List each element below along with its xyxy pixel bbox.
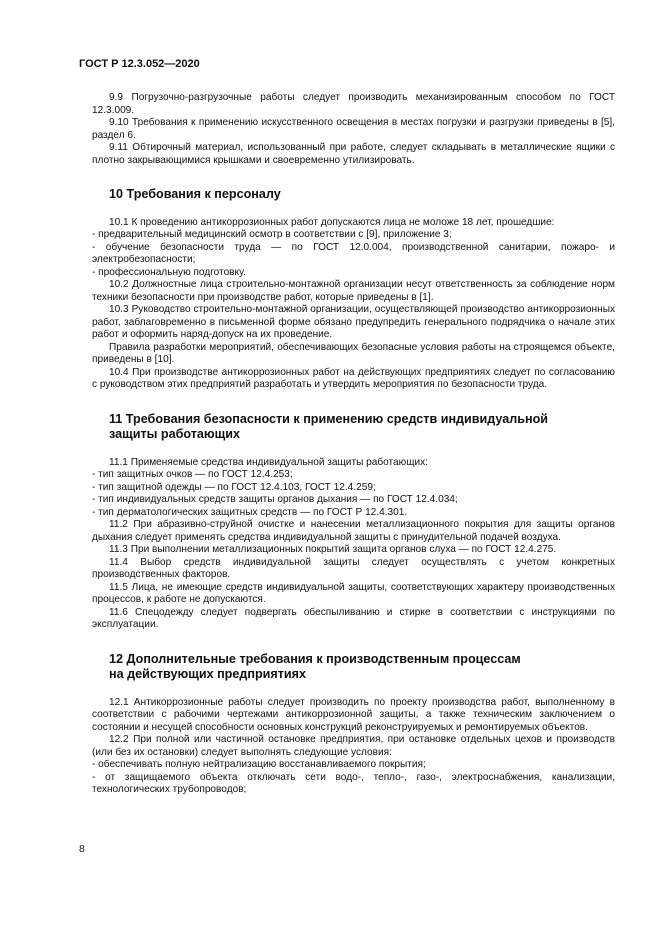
- list-item: - тип индивидуальных средств защиты органов дыхания — по ГОСТ 12.4.034;: [92, 494, 458, 505]
- list-item: - тип защитной одежды — по ГОСТ 12.4.103, ГОСТ 12.4.259;: [92, 481, 376, 493]
- paragraph-11-6: 11.6 Спецодежду следует подвергать обеспыливанию и стирке в соответствии с инструкциями по эксплуатации.: [92, 606, 615, 630]
- list-item: - обеспечивать полную нейтрализацию восстанавливаемого покрытия;: [92, 759, 426, 770]
- list-item: - обучение безопасности труда — по ГОСТ 12.0.004, производственной санитарии, пожаро- и электробезопасности;: [92, 241, 615, 265]
- paragraph-10-4: 10.4 При производстве антикоррозионных работ на действующих предприятиях следует по согласованию с руководством этих предприятий разработать и утвердить мероприятия по безопасности труда.: [92, 366, 615, 390]
- section-11-heading-line1: 11 Требования безопасности к применению средств индивидуальной: [109, 411, 549, 426]
- list-item: - от защищаемого объекта отключать сети водо-, тепло-, газо-, электроснабжения, канализации, технологических трубопроводов;: [92, 771, 615, 795]
- paragraph-10-3: 10.3 Руководство строительно-монтажной организации, осуществляющей производство антикоррозионных работ, заблаговременно в письменной форме обязано предупредить генерального подрядчика о начале этих работ и оформить наряд-допуск на их проведение.: [92, 304, 615, 340]
- paragraph-9-9: 9.9 Погрузочно-разгрузочные работы следует производить механизированным способом по ГОСТ 12.3.009.: [92, 92, 615, 116]
- paragraph-11-2: 11.2 При абразивно-струйной очистке и нанесении металлизационного покрытия для защиты органов дыхания следует применять средства индивидуальной защиты с принудительной подачей воздуха.: [92, 519, 615, 543]
- section-12-heading-line2: на действующих предприятиях: [109, 667, 307, 681]
- paragraph-12-1: 12.1 Антикоррозионные работы следует производить по проекту производства работ, выполненному в соответствии с рабочими чертежами антикоррозионной защиты, а также техническим заключением о состоянии и несущей способности основных конструкций реконструируемых и ремонтируемых объектов.: [92, 696, 615, 733]
- page-number: 8: [79, 843, 85, 855]
- list-item: - предварительный медицинский осмотр в соответствии с [9], приложение 3;: [92, 229, 452, 240]
- document-header: ГОСТ Р 12.3.052—2020: [79, 58, 200, 70]
- paragraph-11-4: 11.4 Выбор средств индивидуальной защиты следует осуществлять с учетом конкретных производственных факторов.: [92, 556, 615, 580]
- paragraph-9-11: 9.11 Обтирочный материал, использованный при работе, следует складывать в металлические ящики с плотно закрывающимися крышками и своевременно утилизировать.: [92, 142, 615, 166]
- list-item: - тип дерматологических защитных средств — по ГОСТ Р 12.4.301.: [92, 506, 408, 518]
- paragraph-11-1: 11.1 Применяемые средства индивидуальной защиты работающих:: [109, 456, 429, 468]
- paragraph-12-2: 12.2 При полной или частичной остановке предприятия, при остановке отдельных цехов и производств (или без их остановки) следует выполнять следующие условия:: [92, 734, 615, 758]
- paragraph-10-1: 10.1 К проведению антикоррозионных работ допускаются лица не моложе 18 лет, прошедшие:: [109, 216, 555, 228]
- list-item: - профессиональную подготовку.: [92, 266, 246, 278]
- section-12-heading-line1: 12 Дополнительные требования к производственным процессам: [109, 651, 521, 666]
- paragraph-10-3-rules: Правила разработки мероприятий, обеспечивающих безопасные условия работы на строящемся объекте, приведены в [10].: [92, 341, 615, 365]
- document-body: [92, 92, 615, 797]
- section-10-heading: 10 Требования к персоналу: [109, 187, 281, 201]
- paragraph-11-5: 11.5 Лица, не имеющие средств индивидуальной защиты, соответствующих характеру производственных процессов, к работе не допускаются.: [92, 581, 615, 605]
- section-11-heading: [92, 412, 615, 443]
- list-item: - тип защитных очков — по ГОСТ 12.4.253;: [92, 469, 293, 480]
- section-12-heading: [92, 652, 615, 683]
- paragraph-10-2: 10.2 Должностные лица строительно-монтажной организации несут ответственность за соблюдение норм техники безопасности при производстве работ, которые приведены в [1].: [92, 279, 615, 303]
- paragraph-11-3: 11.3 При выполнении металлизационных покрытий защита органов слуха — по ГОСТ 12.4.275.: [109, 544, 557, 555]
- section-11-heading-line2: защиты работающих: [109, 427, 241, 441]
- paragraph-9-10: 9.10 Требования к применению искусственного освещения в местах погрузки и разгрузки приведены в [5], раздел 6.: [92, 117, 615, 141]
